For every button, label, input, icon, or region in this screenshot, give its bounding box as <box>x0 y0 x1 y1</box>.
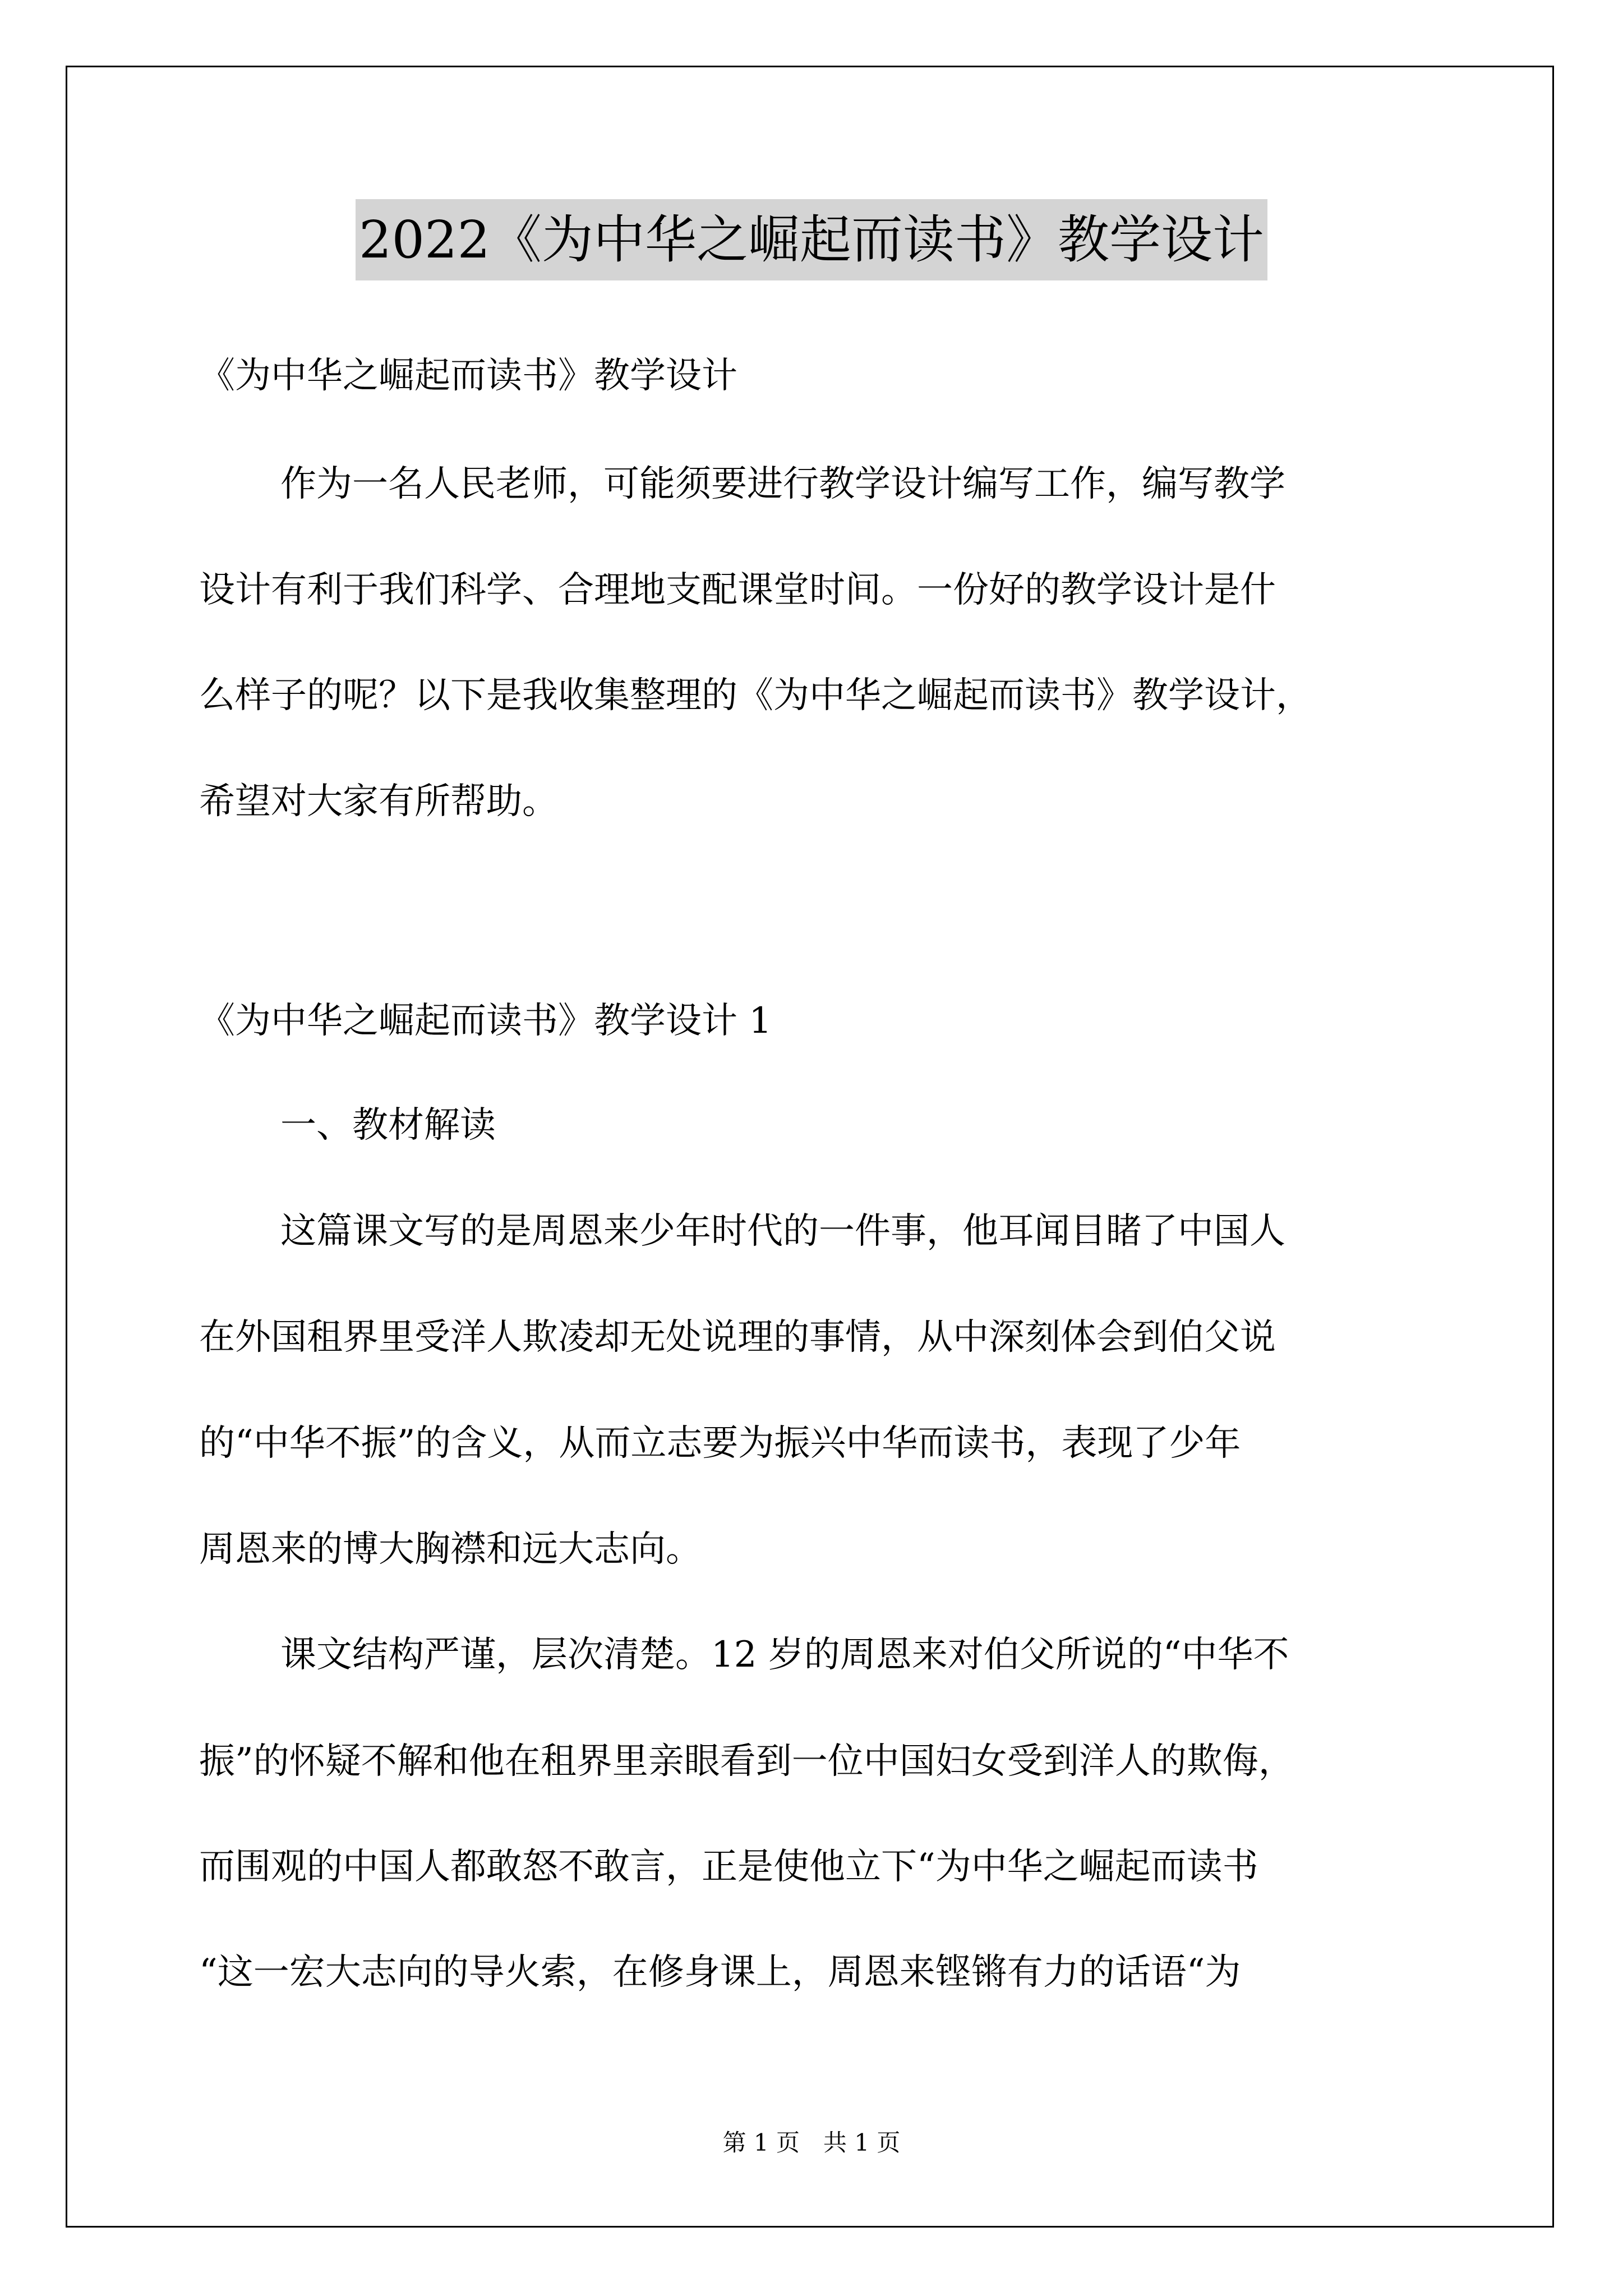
page-footer: 第 1 页 共 1 页 <box>722 2129 901 2156</box>
paragraph-line: 课文结构严谨，层次清楚。12 岁的周恩来对伯父所说的“中华不 <box>280 1634 1289 1676</box>
paragraph-line: 在外国租界里受洋人欺凌却无处说理的事情，从中深刻体会到伯父说 <box>199 1317 1276 1358</box>
paragraph-line: 而围观的中国人都敢怒不敢言，正是使他立下“为中华之崛起而读书 <box>199 1846 1258 1888</box>
intro-line: 么样子的呢？以下是我收集整理的《为中华之崛起而读书》教学设计， <box>199 675 1312 716</box>
title-container <box>0 199 1623 280</box>
paragraph-line: 的“中华不振”的含义，从而立志要为振兴中华而读书，表现了少年 <box>199 1423 1241 1464</box>
intro-line: 设计有利于我们科学、合理地支配课堂时间。一份好的教学设计是什 <box>199 569 1276 611</box>
paragraph-line: 振”的怀疑不解和他在租界里亲眼看到一位中国妇女受到洋人的欺侮， <box>199 1741 1294 1782</box>
section-title: 《为中华之崛起而读书》教学设计 1 <box>199 1000 772 1042</box>
document-subtitle: 《为中华之崛起而读书》教学设计 <box>199 355 737 397</box>
paragraph-line: “这一宏大志向的导火索，在修身课上，周恩来铿锵有力的话语“为 <box>199 1952 1241 1993</box>
intro-line: 作为一名人民老师，可能须要进行教学设计编写工作，编写教学 <box>280 463 1285 505</box>
paragraph-line: 这篇课文写的是周恩来少年时代的一件事，他耳闻目睹了中国人 <box>280 1211 1285 1252</box>
section-heading: 一、教材解读 <box>280 1105 496 1146</box>
paragraph-line: 周恩来的博大胸襟和远大志向。 <box>199 1529 702 1570</box>
document-title: 2022《为中华之崛起而读书》教学设计 <box>356 199 1267 280</box>
intro-line: 希望对大家有所帮助。 <box>199 781 558 822</box>
